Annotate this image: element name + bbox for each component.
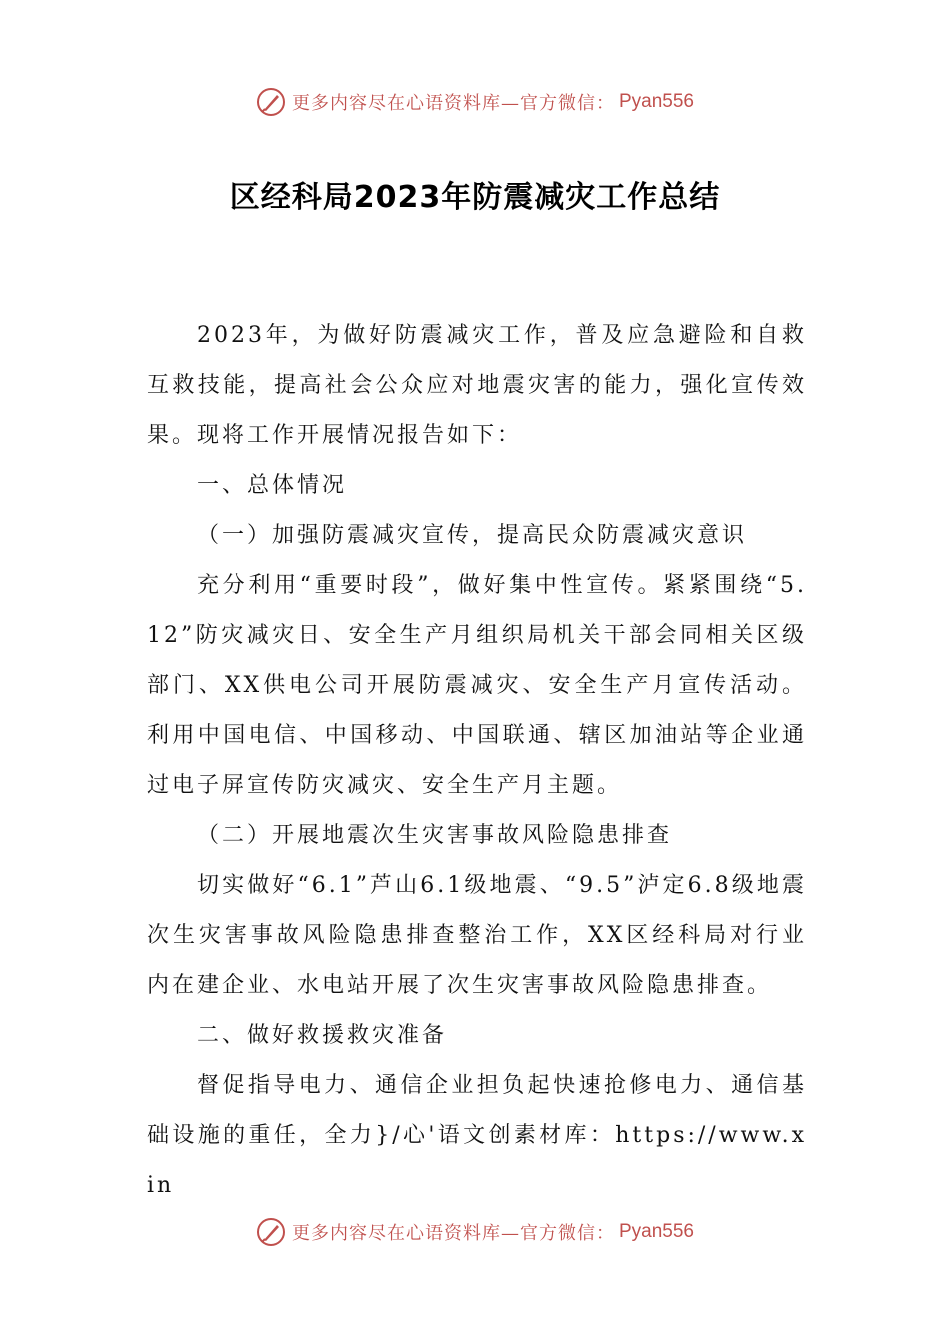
subsection-heading-1: （一）加强防震减灾宣传，提高民众防震减灾意识 [197, 523, 748, 548]
document-body [147, 311, 807, 1211]
body-paragraph: 切实做好“6.1”芦山6.1级地震、“9.5”泸定6.8级地震次生灾害事故风险隐患排查整治工作，XX区经科局对行业内在建企业、水电站开展了次生灾害事故风险隐患排查。 [147, 873, 807, 998]
watermark-text: 更多内容尽在心语资料库—官方微信： [291, 1223, 615, 1244]
quill-logo-icon [256, 1217, 286, 1247]
document-title: 区经科局2023年防震减灾工作总结 [229, 180, 721, 215]
watermark-text: 更多内容尽在心语资料库—官方微信： [291, 93, 615, 114]
body-paragraph: 督促指导电力、通信企业担负起快速抢修电力、通信基础设施的重任，全力}/心'语文创素材库：https://www.xin [147, 1073, 807, 1198]
quill-logo-icon [256, 87, 286, 117]
watermark-wechat-id: Pyan556 [618, 91, 694, 112]
header-watermark [0, 82, 950, 122]
footer-watermark [0, 1212, 950, 1252]
body-paragraph: 充分利用“重要时段”，做好集中性宣传。紧紧围绕“5.12”防灾减灾日、安全生产月组织局机关干部会同相关区级部门、XX供电公司开展防震减灾、安全生产月宣传活动。利用中国电信、中国移动、中国联通、辖区加油站等企业通过电子屏宣传防灾减灾、安全生产月主题。 [147, 573, 807, 798]
section-heading-1: 一、总体情况 [197, 473, 348, 498]
watermark-wechat-id: Pyan556 [618, 1221, 694, 1242]
subsection-heading-2: （二）开展地震次生灾害事故风险隐患排查 [197, 823, 673, 848]
intro-paragraph: 2023年，为做好防震减灾工作，普及应急避险和自救互救技能，提高社会公众应对地震灾害的能力，强化宣传效果。现将工作开展情况报告如下： [147, 323, 807, 448]
section-heading-2: 二、做好救援救灾准备 [197, 1023, 448, 1048]
